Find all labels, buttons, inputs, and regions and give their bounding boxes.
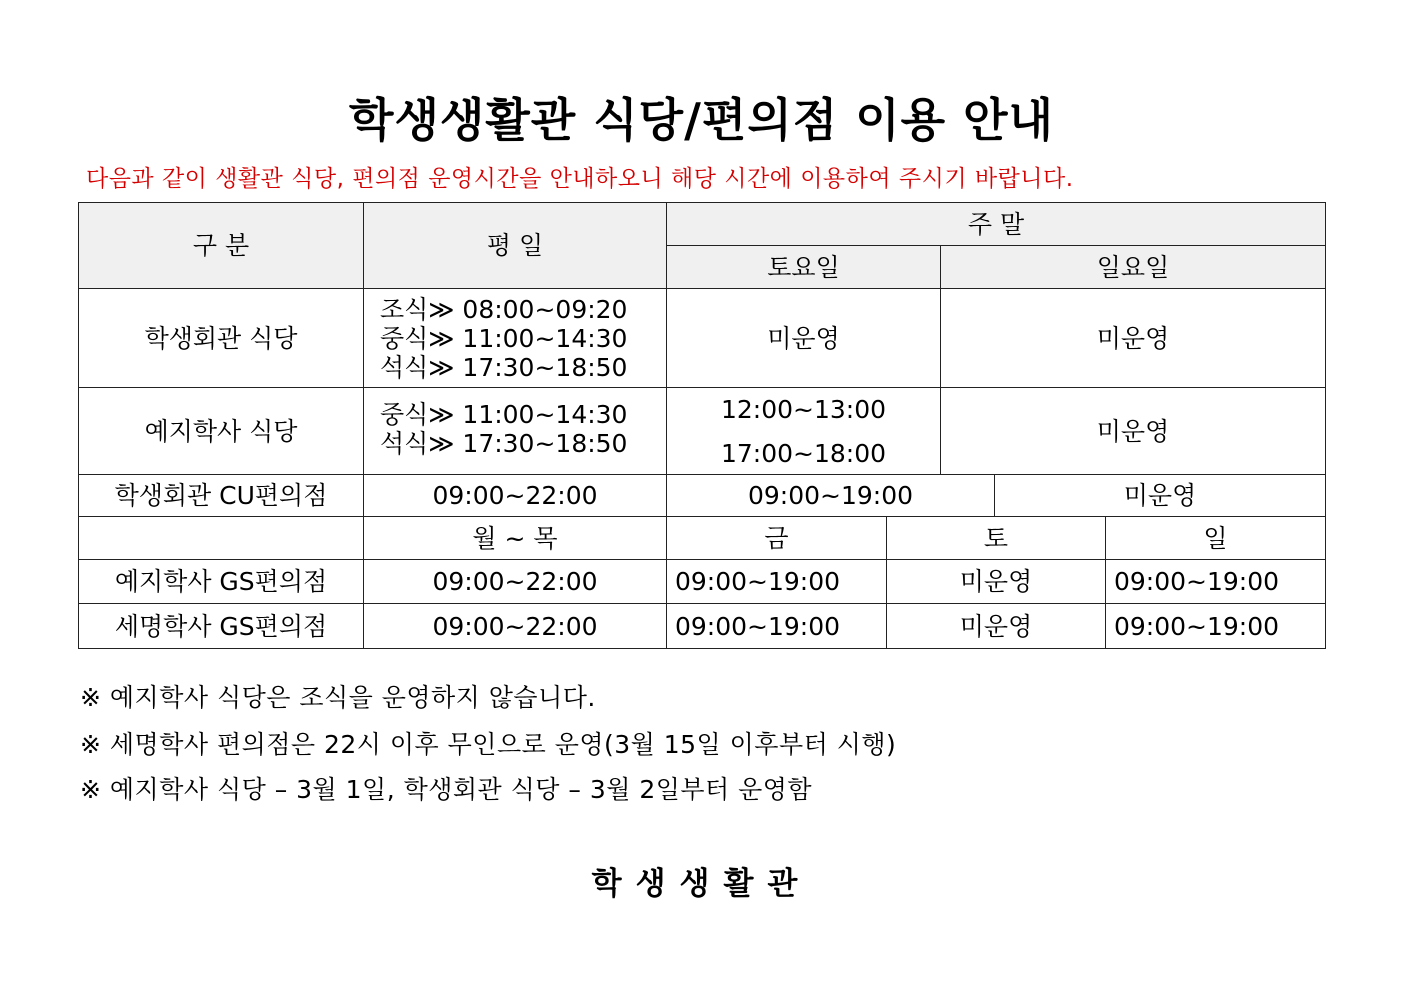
subheader-sun-label: 일: [1203, 523, 1228, 553]
dinner-time: 석식≫ 17:30~18:50: [380, 429, 628, 458]
gs-mon-thu-hours: [364, 560, 666, 603]
header-weekday-label: 평 일: [486, 231, 544, 260]
gs-sat-label: 미운영: [959, 611, 1033, 641]
note-item: ※ 예지학사 식당은 조식을 운영하지 않습니다.: [80, 683, 596, 712]
weekday-meal-times: [364, 289, 666, 387]
row-name: [79, 388, 363, 474]
subheader-blank: [79, 517, 363, 559]
gs-fri-hours: [667, 604, 886, 648]
subheader-fri: [667, 517, 886, 559]
gs-sat-hours: [887, 560, 1105, 603]
saturday-hours-label: 09:00~19:00: [747, 481, 914, 510]
header-saturday: [667, 246, 940, 288]
gs-mon-thu-label: 09:00~22:00: [432, 567, 598, 596]
row-name: [79, 475, 363, 516]
note-item: ※ 세명학사 편의점은 22시 이후 무인으로 운영(3월 15일 이후부터 시행): [80, 730, 897, 759]
header-weekend: [667, 203, 1325, 245]
gs-fri-hours: [667, 560, 886, 603]
gs-sun-label: 09:00~19:00: [1114, 567, 1280, 596]
gs-row-name-label: 세명학사 GS편의점: [114, 611, 328, 641]
header-sunday: [941, 246, 1325, 288]
gs-sun-hours: [1106, 560, 1325, 603]
subheader-mon-thu: [364, 517, 666, 559]
subheader-sun: [1106, 517, 1325, 559]
gs-row-name: [79, 560, 363, 603]
weekday-meal-times: [364, 388, 666, 474]
header-category: [79, 203, 363, 288]
gs-row-name: [79, 604, 363, 648]
subheader-sat: [887, 517, 1105, 559]
lunch-time: 중식≫ 11:00~14:30: [380, 323, 628, 353]
saturday-hours: [667, 475, 994, 516]
gs-mon-thu-label: 09:00~22:00: [432, 611, 598, 641]
header-category-label: 구 분: [192, 231, 250, 260]
gs-row-name-label: 예지학사 GS편의점: [114, 567, 328, 596]
row-name: [79, 289, 363, 387]
gs-sun-hours: [1106, 604, 1325, 648]
gs-sat-label: 미운영: [959, 567, 1033, 596]
weekday-hours: [364, 475, 666, 516]
gs-mon-thu-hours: [364, 604, 666, 648]
note-item: ※ 예지학사 식당 – 3월 1일, 학생회관 식당 – 3월 2일부터 운영함: [80, 775, 813, 804]
notice-subtitle: 다음과 같이 생활관 식당, 편의점 운영시간을 안내하오니 해당 시간에 이용하여 주시기 바랍니다.: [86, 166, 1074, 192]
grid-line: [667, 245, 1326, 246]
weekday-hours-label: 09:00~22:00: [432, 481, 598, 510]
header-saturday-label: 토요일: [767, 252, 840, 282]
gs-sat-hours: [887, 604, 1105, 648]
page-title: 학생생활관 식당/편의점 이용 안내: [349, 93, 1054, 147]
sunday-hours-label: 미운영: [1123, 481, 1197, 510]
saturday-hours-label: 미운영: [767, 323, 840, 353]
sunday-hours: [941, 388, 1325, 474]
row-name-label: 학생회관 식당: [144, 323, 298, 353]
header-sunday-label: 일요일: [1096, 252, 1170, 282]
sunday-hours: [995, 475, 1325, 516]
footer-signature: 학생생활관: [591, 866, 812, 902]
saturday-lunch-time: 12:00~13:00: [720, 394, 887, 424]
row-name-label: 예지학사 식당: [144, 416, 298, 446]
dinner-time: 석식≫ 17:30~18:50: [380, 352, 628, 382]
saturday-hours: [667, 388, 940, 474]
row-name-label: 학생회관 CU편의점: [114, 481, 328, 510]
sunday-hours-label: 미운영: [1096, 416, 1170, 446]
sunday-hours-label: 미운영: [1096, 323, 1170, 353]
subheader-fri-label: 금: [764, 523, 789, 553]
gs-sun-label: 09:00~19:00: [1114, 611, 1280, 641]
header-weekend-label: 주 말: [967, 209, 1025, 239]
saturday-dinner-time: 17:00~18:00: [720, 438, 887, 468]
subheader-sat-label: 토: [983, 523, 1009, 553]
lunch-time: 중식≫ 11:00~14:30: [380, 400, 628, 429]
gs-fri-label: 09:00~19:00: [675, 567, 841, 596]
sunday-hours: [941, 289, 1325, 387]
subheader-mon-thu-label: 월 ~ 목: [472, 523, 558, 553]
header-weekday: [364, 203, 666, 288]
gs-fri-label: 09:00~19:00: [675, 611, 841, 641]
breakfast-time: 조식≫ 08:00~09:20: [380, 294, 628, 324]
saturday-hours: [667, 289, 940, 387]
